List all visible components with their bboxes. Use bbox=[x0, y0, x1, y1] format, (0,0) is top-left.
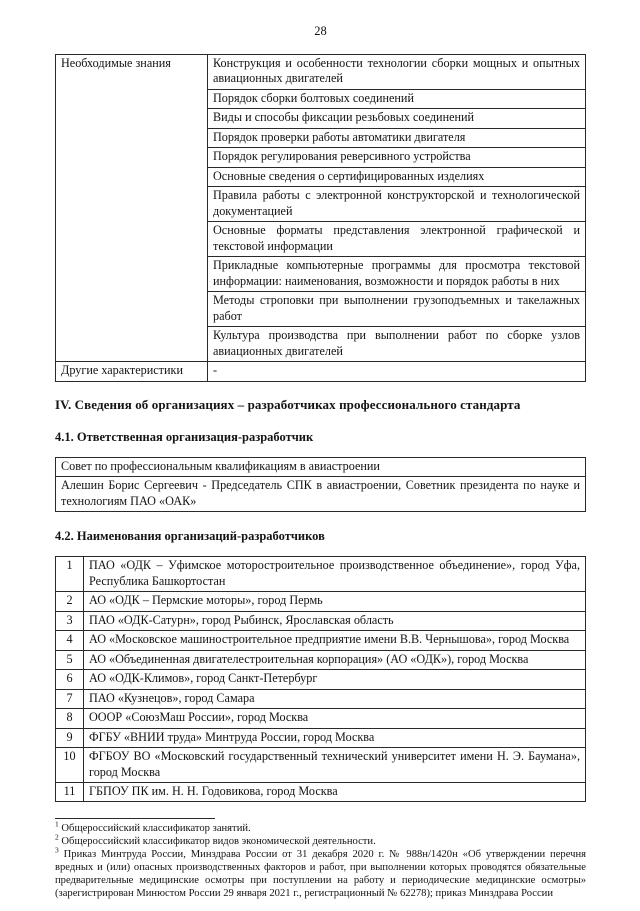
developer-name: АО «ОДК-Климов», город Санкт-Петербург bbox=[84, 670, 586, 689]
knowledge-item: Виды и способы фиксации резьбовых соединений bbox=[208, 109, 586, 128]
developer-number: 6 bbox=[56, 670, 84, 689]
footnote-text: Приказ Минтруда России, Минздрава России от 31 декабря 2020 г. № 988н/1420н «Об утверждении перечня вредных и (или) опасных производственных факторов и работ, при выполнении которых проводятся обязательные предварительные медицинские осмотры при поступлении на работу и периодические медицинские осмотры» (зарегистрирован Минюстом России 29 января 2021 г., регистрационный № 62278); приказ Минздрава России bbox=[55, 849, 587, 900]
developer-number: 2 bbox=[56, 592, 84, 611]
other-characteristics-label: Другие характеристики bbox=[56, 362, 208, 381]
developer-number: 1 bbox=[56, 557, 84, 592]
developer-number: 9 bbox=[56, 728, 84, 747]
developer-name: АО «ОДК – Пермские моторы», город Пермь bbox=[84, 592, 586, 611]
knowledge-item: Порядок проверки работы автоматики двигателя bbox=[208, 128, 586, 147]
developer-name: ФГБОУ ВО «Московский государственный технический университет имени Н. Э. Баумана», город Москва bbox=[84, 748, 586, 783]
responsible-org-name: Совет по профессиональным квалификациям в авиастроении bbox=[56, 457, 586, 476]
knowledge-item: Конструкция и особенности технологии сборки мощных и опытных авиационных двигателей bbox=[208, 55, 586, 90]
section-title: IV. Сведения об организациях – разработчиках профессионального стандарта bbox=[55, 396, 521, 412]
developer-number: 3 bbox=[56, 611, 84, 630]
table-row bbox=[56, 611, 586, 630]
footnote bbox=[55, 832, 586, 849]
footnote-marker: 3 bbox=[55, 845, 59, 855]
developer-name: АО «Московское машиностроительное предприятие имени В.В. Чернышова», город Москва bbox=[84, 631, 586, 650]
knowledge-item: Культура производства при выполнении работ по сборке узлов авиационных двигателей bbox=[208, 327, 586, 362]
knowledge-item: Основные форматы представления электронной графической и текстовой информации bbox=[208, 222, 586, 257]
table-row bbox=[56, 362, 586, 381]
footnotes-block bbox=[55, 818, 586, 901]
table-row bbox=[56, 631, 586, 650]
table-row bbox=[56, 709, 586, 728]
table-row bbox=[56, 748, 586, 783]
footnote-text: Общероссийский классификатор видов экономической деятельности. bbox=[61, 836, 376, 848]
developer-number: 4 bbox=[56, 631, 84, 650]
footnote bbox=[55, 819, 586, 836]
table-row bbox=[56, 689, 586, 708]
table-row bbox=[56, 477, 586, 512]
knowledge-item: Порядок регулирования реверсивного устройства bbox=[208, 148, 586, 167]
developer-number: 11 bbox=[56, 782, 84, 801]
developer-number: 10 bbox=[56, 748, 84, 783]
table-row bbox=[56, 728, 586, 747]
responsible-org-contact: Алешин Борис Сергеевич - Председатель СПК в авиастроении, Советник президента по науке и технологиям ПАО «ОАК» bbox=[56, 477, 586, 512]
table-row bbox=[56, 592, 586, 611]
footnote bbox=[55, 845, 587, 901]
table-row bbox=[56, 557, 586, 592]
table-row bbox=[56, 670, 586, 689]
developer-name: ФГБУ «ВНИИ труда» Минтруда России, город Москва bbox=[84, 728, 586, 747]
knowledge-item: Правила работы с электронной конструкторской и технологической документацией bbox=[208, 187, 586, 222]
developer-name: ПАО «Кузнецов», город Самара bbox=[84, 689, 586, 708]
knowledge-item: Методы строповки при выполнении грузоподъемных и такелажных работ bbox=[208, 292, 586, 327]
developer-number: 8 bbox=[56, 709, 84, 728]
table-row bbox=[56, 457, 586, 476]
responsible-org-table bbox=[55, 457, 586, 512]
footnote-separator bbox=[55, 818, 215, 819]
developer-number: 7 bbox=[56, 689, 84, 708]
knowledge-item: Прикладные компьютерные программы для просмотра текстовой информации: наименования, возможности и порядок работы в них bbox=[208, 257, 586, 292]
table-row bbox=[56, 55, 586, 90]
developer-name: АО «Объединенная двигателестроительная корпорация» (АО «ОДК»), город Москва bbox=[84, 650, 586, 669]
knowledge-label: Необходимые знания bbox=[56, 55, 208, 362]
table-row bbox=[56, 782, 586, 801]
developer-name: ПАО «ОДК-Сатурн», город Рыбинск, Ярославская область bbox=[84, 611, 586, 630]
knowledge-table bbox=[55, 54, 586, 382]
developer-number: 5 bbox=[56, 650, 84, 669]
table-row bbox=[56, 650, 586, 669]
footnote-text: Общероссийский классификатор занятий. bbox=[61, 823, 251, 835]
subsection-4-2-title: 4.2. Наименования организаций-разработчиков bbox=[55, 529, 325, 544]
other-characteristics-value: - bbox=[208, 362, 586, 381]
knowledge-item: Порядок сборки болтовых соединений bbox=[208, 89, 586, 108]
footnote-marker: 2 bbox=[55, 832, 59, 842]
knowledge-item: Основные сведения о сертифицированных изделиях bbox=[208, 167, 586, 186]
subsection-4-1-title: 4.1. Ответственная организация-разработчик bbox=[55, 429, 314, 444]
developer-name: ПАО «ОДК – Уфимское моторостроительное производственное объединение», город Уфа, Республика Башкортостан bbox=[84, 557, 586, 592]
footnote-marker: 1 bbox=[55, 819, 59, 829]
developers-table bbox=[55, 556, 586, 802]
developer-name: ГБПОУ ПК им. Н. Н. Годовикова, город Москва bbox=[84, 782, 586, 801]
page-number: 28 bbox=[314, 24, 327, 38]
developer-name: ОООР «СоюзМаш России», город Москва bbox=[84, 709, 586, 728]
